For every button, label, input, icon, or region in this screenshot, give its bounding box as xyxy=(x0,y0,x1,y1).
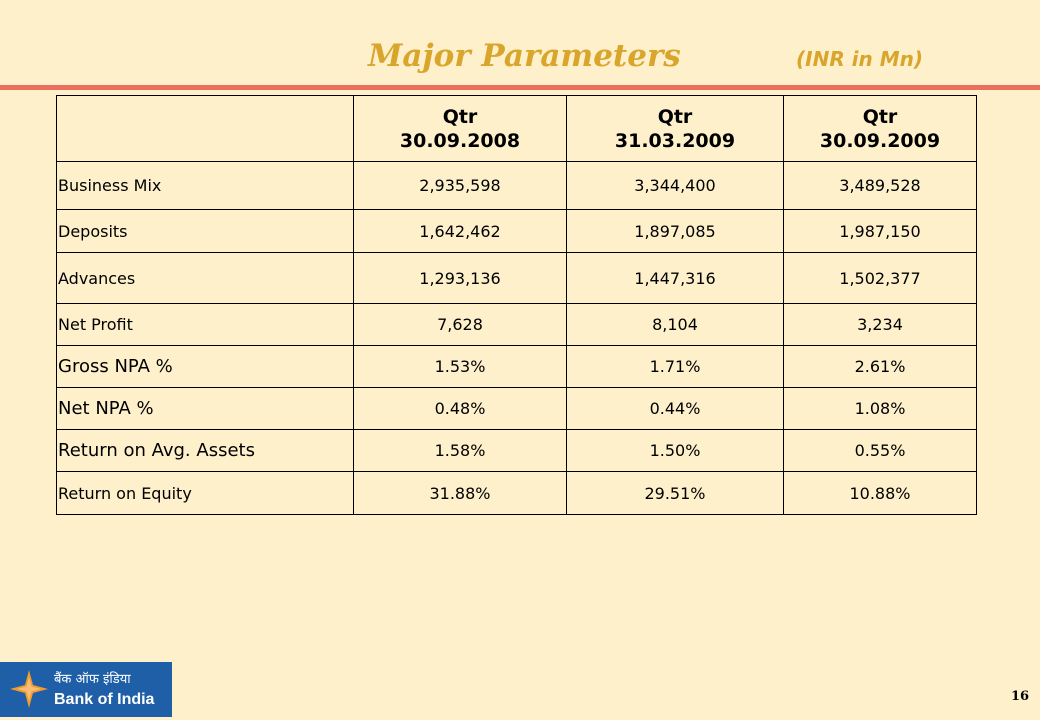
cell-value: 29.51% xyxy=(567,472,784,515)
table-header-row xyxy=(57,96,977,162)
table-row xyxy=(57,346,977,388)
header-line2: 30.09.2008 xyxy=(399,129,521,152)
cell-value: 1.71% xyxy=(567,346,784,388)
parameters-table xyxy=(56,95,977,515)
row-label-gross-npa: Gross NPA % xyxy=(57,346,354,388)
table-row xyxy=(57,388,977,430)
title-divider xyxy=(0,85,1040,90)
table-row xyxy=(57,304,977,346)
header-qtr-30-09-2008 xyxy=(354,96,567,162)
row-label-return-on-avg-assets: Return on Avg. Assets xyxy=(57,430,354,472)
star-icon xyxy=(8,668,50,710)
header-line2: 30.09.2009 xyxy=(819,129,941,152)
cell-value: 1,642,462 xyxy=(354,210,567,253)
units-note: (INR in Mn) xyxy=(796,47,924,71)
cell-value: 1.58% xyxy=(354,430,567,472)
cell-value: 1,987,150 xyxy=(784,210,977,253)
table-row xyxy=(57,162,977,210)
cell-value: 0.48% xyxy=(354,388,567,430)
row-label-net-profit: Net Profit xyxy=(57,304,354,346)
row-label-business-mix: Business Mix xyxy=(57,162,354,210)
table-row xyxy=(57,472,977,515)
cell-value: 2,935,598 xyxy=(354,162,567,210)
row-label-advances: Advances xyxy=(57,253,354,304)
header-qtr-30-09-2009 xyxy=(784,96,977,162)
table-row xyxy=(57,210,977,253)
logo-english-name: Bank of India xyxy=(54,691,155,708)
cell-value: 0.44% xyxy=(567,388,784,430)
table-row xyxy=(57,430,977,472)
cell-value: 3,344,400 xyxy=(567,162,784,210)
cell-value: 1.08% xyxy=(784,388,977,430)
logo-hindi-name: बैंक ऑफ इंडिया xyxy=(54,672,131,687)
header-line1: Qtr xyxy=(862,105,898,128)
header-line2: 31.03.2009 xyxy=(614,129,736,152)
header-empty-cell xyxy=(57,96,354,162)
header-qtr-31-03-2009 xyxy=(567,96,784,162)
cell-value: 2.61% xyxy=(784,346,977,388)
row-label-net-npa: Net NPA % xyxy=(57,388,354,430)
header-line1: Qtr xyxy=(442,105,478,128)
table-row xyxy=(57,253,977,304)
cell-value: 1.50% xyxy=(567,430,784,472)
slide-title: Major Parameters xyxy=(368,38,681,74)
cell-value: 1,293,136 xyxy=(354,253,567,304)
cell-value: 31.88% xyxy=(354,472,567,515)
row-label-deposits: Deposits xyxy=(57,210,354,253)
cell-value: 3,489,528 xyxy=(784,162,977,210)
cell-value: 10.88% xyxy=(784,472,977,515)
cell-value: 1,897,085 xyxy=(567,210,784,253)
row-label-return-on-equity: Return on Equity xyxy=(57,472,354,515)
page-number: 16 xyxy=(1011,689,1030,704)
cell-value: 0.55% xyxy=(784,430,977,472)
cell-value: 8,104 xyxy=(567,304,784,346)
cell-value: 7,628 xyxy=(354,304,567,346)
header-line1: Qtr xyxy=(657,105,693,128)
cell-value: 1.53% xyxy=(354,346,567,388)
cell-value: 1,447,316 xyxy=(567,253,784,304)
cell-value: 3,234 xyxy=(784,304,977,346)
cell-value: 1,502,377 xyxy=(784,253,977,304)
bank-of-india-logo xyxy=(0,662,172,717)
